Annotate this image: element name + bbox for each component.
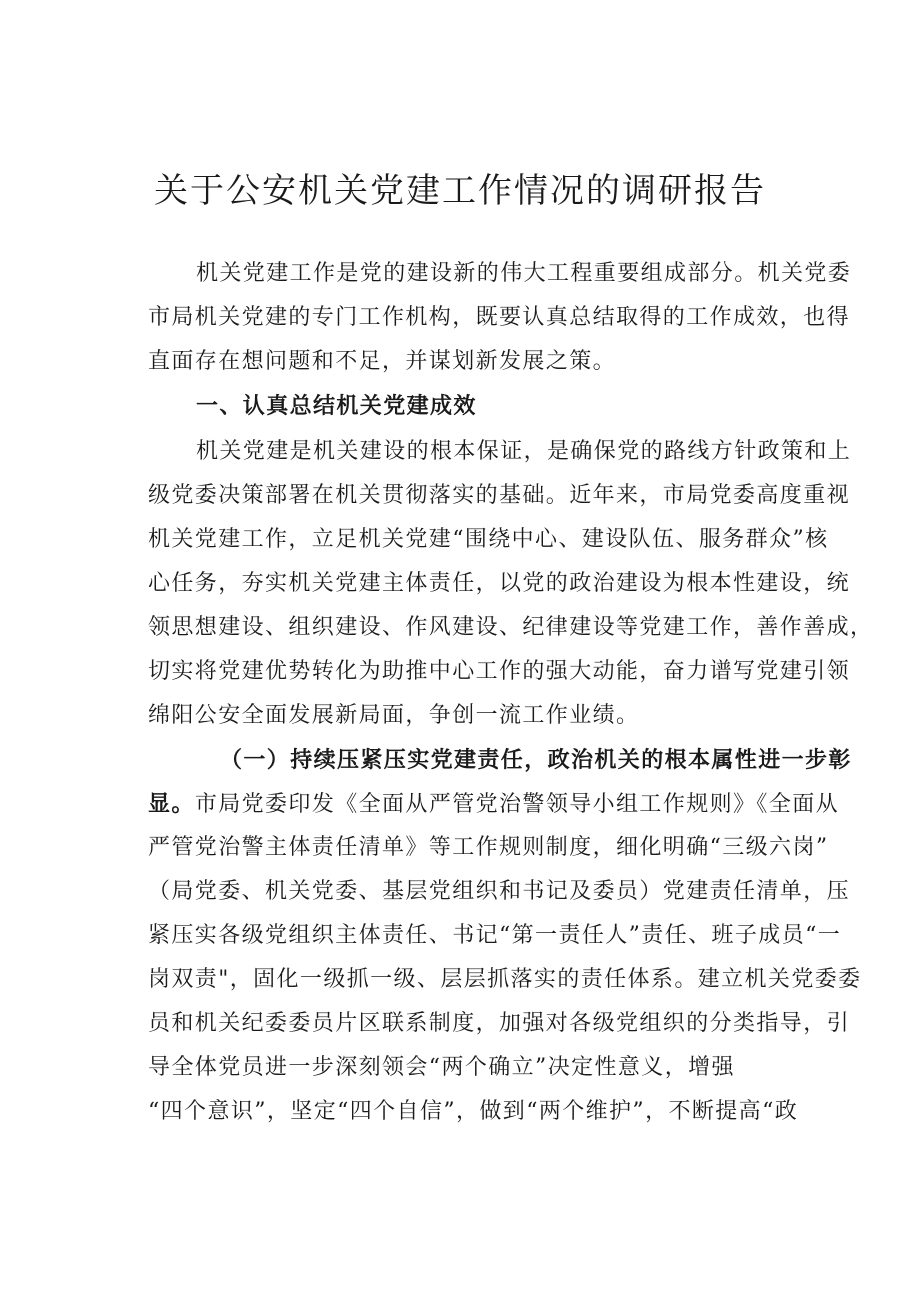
paragraph-line: 心任务，夯实机关党建主体责任，以党的政治建设为根本性建设，统 <box>148 571 851 596</box>
paragraph-line: 领思想建设、组织建设、作风建设、纪律建设等党建工作，善作善成， <box>148 615 874 640</box>
intro-paragraph <box>148 252 852 384</box>
paragraph-line: （局党委、机关党委、基层党组织和书记及委员）党建责任清单，压 <box>148 879 851 904</box>
paragraph-line: 紧压实各级党组织主体责任、书记“第一责任人”责任、班子成员“一 <box>148 923 842 948</box>
paragraph-text: 市局党委印发《全面从严管党治警领导小组工作规则》《全面从 <box>194 792 840 817</box>
paragraph-line: 员和机关纪委委员片区联系制度，加强对各级党组织的分类指导，引 <box>148 1011 851 1036</box>
section1-paragraph <box>148 430 874 738</box>
paragraph-line: 严管党治警主体责任清单》等工作规则制度，细化明确“三级六岗” <box>148 835 829 860</box>
paragraph-line: “四个意识”，坚定“四个自信”，做到“两个维护”，不断提高“政 <box>148 1099 799 1124</box>
paragraph-line: 机关党建工作，立足机关党建“围绕中心、建设队伍、服务群众”核 <box>148 527 829 552</box>
paragraph-line <box>148 782 840 826</box>
document-body <box>148 252 874 1134</box>
document-title: 关于公安机关党建工作情况的调研报告 <box>154 171 766 211</box>
paragraph-line: 导全体党员进一步深刻领会“两个确立”决定性意义，增强 <box>148 1055 735 1080</box>
subsection1-paragraph <box>148 738 862 1134</box>
intro-line: 直面存在想问题和不足，并谋划新发展之策。 <box>148 349 617 374</box>
intro-line: 市局机关党建的专门工作机构，既要认真总结取得的工作成效，也得 <box>148 305 851 330</box>
subsection-heading: （一）持续压紧压实党建责任，政治机关的根本属性进一步彰 <box>220 747 852 773</box>
paragraph-line: 绵阳公安全面发展新局面，争创一流工作业绩。 <box>148 703 640 728</box>
paragraph-line: 切实将党建优势转化为助推中心工作的强大动能，奋力谱写党建引领 <box>148 659 851 684</box>
paragraph-line: 岗双责"，固化一级抓一级、层层抓落实的责任体系。建立机关党委委 <box>148 967 862 992</box>
paragraph-line: 级党委决策部署在机关贯彻落实的基础。近年来，市局党委高度重视 <box>148 483 851 508</box>
subsection-heading-end: 显。 <box>148 791 195 817</box>
paragraph-line: 机关党建是机关建设的根本保证，是确保党的路线方针政策和上 <box>196 439 852 464</box>
section-heading: 一、认真总结机关党建成效 <box>196 394 477 419</box>
intro-line: 机关党建工作是党的建设新的伟大工程重要组成部分。机关党委 <box>196 261 852 286</box>
